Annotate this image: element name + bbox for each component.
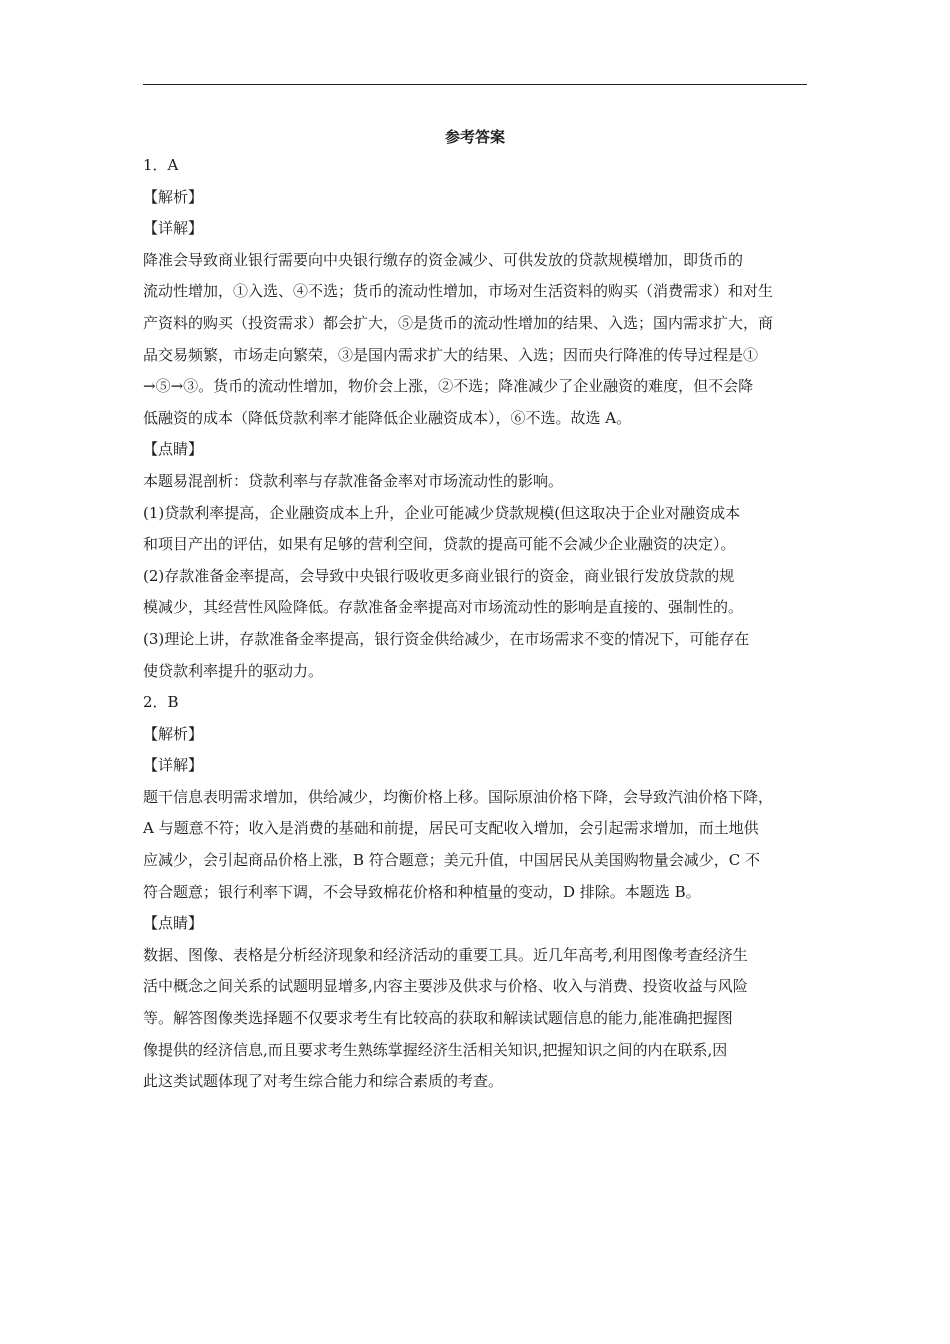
question-1-comment-line: (2)存款准备金率提高，会导致中央银行吸收更多商业银行的资金，商业银行发放贷款的规 xyxy=(143,566,735,585)
question-2-comment-line: 活中概念之间关系的试题明显增多,内容主要涉及供求与价格、收入与消费、投资收益与风险 xyxy=(143,977,748,996)
question-1-detail-line: →⑤→③。货币的流动性增加，物价会上涨，②不选；降准减少了企业融资的难度，但不会降 xyxy=(143,377,754,396)
question-2-detail-line: 符合题意；银行利率下调，不会导致棉花价格和种植量的变动，D 排除。本题选 B。 xyxy=(143,882,701,901)
question-1-comment-line: 本题易混剖析：贷款利率与存款准备金率对市场流动性的影响。 xyxy=(143,471,564,490)
question-2-detail-tag: 【详解】 xyxy=(143,756,204,775)
question-2-number: 2．B xyxy=(143,693,179,712)
question-2-comment-line: 数据、图像、表格是分析经济现象和经济活动的重要工具。近几年高考,利用图像考查经济生 xyxy=(143,945,748,964)
question-1-analysis-tag: 【解析】 xyxy=(143,187,204,206)
question-1-detail-line: 产资料的购买（投资需求）都会扩大，⑤是货币的流动性增加的结果、入选；国内需求扩大，商 xyxy=(143,313,774,332)
question-1-detail-line: 低融资的成本（降低贷款利率才能降低企业融资成本），⑥不选。故选 A。 xyxy=(143,408,632,427)
header-rule xyxy=(143,84,807,85)
question-2-detail-line: A 与题意不符；收入是消费的基础和前提，居民可支配收入增加，会引起需求增加，而土地供 xyxy=(143,819,759,838)
question-1-comment-tag: 【点睛】 xyxy=(143,440,204,459)
question-1-detail-line: 品交易频繁，市场走向繁荣，③是国内需求扩大的结果、入选；因而央行降准的传导过程是① xyxy=(143,345,759,364)
page-title: 参考答案 xyxy=(444,128,505,146)
question-1-comment-line: 和项目产出的评估，如果有足够的营利空间，贷款的提高可能不会减少企业融资的决定）。 xyxy=(143,535,736,554)
question-1-comment-line: 使贷款利率提升的驱动力。 xyxy=(143,661,324,680)
question-2-comment-tag: 【点睛】 xyxy=(143,914,204,933)
question-2-detail-line: 题干信息表明需求增加，供给减少，均衡价格上移。国际原油价格下降，会导致汽油价格下降， xyxy=(143,787,774,806)
question-1-comment-line: (1)贷款利率提高，企业融资成本上升，企业可能减少贷款规模(但这取决于企业对融资成本 xyxy=(143,503,741,522)
question-2-comment-line: 此这类试题体现了对考生综合能力和综合素质的考查。 xyxy=(143,1072,504,1091)
question-2-detail-line: 应减少，会引起商品价格上涨，B 符合题意；美元升值，中国居民从美国购物量会减少，C 不 xyxy=(143,851,761,870)
question-1-comment-line: (3)理论上讲，存款准备金率提高，银行资金供给减少，在市场需求不变的情况下，可能存在 xyxy=(143,629,750,648)
answer-content xyxy=(143,150,811,1098)
question-1-detail-tag: 【详解】 xyxy=(143,219,204,238)
question-1-detail-line: 降准会导致商业银行需要向中央银行缴存的资金减少、可供发放的贷款规模增加，即货币的 xyxy=(143,250,744,269)
question-2-comment-line: 像提供的经济信息,而且要求考生熟练掌握经济生活相关知识,把握知识之间的内在联系,因 xyxy=(143,1040,728,1059)
question-1-detail-line: 流动性增加，①入选、④不选；货币的流动性增加，市场对生活资料的购买（消费需求）和对生 xyxy=(143,282,774,301)
question-2-analysis-tag: 【解析】 xyxy=(143,724,204,743)
question-1-comment-line: 模减少，其经营性风险降低。存款准备金率提高对市场流动性的影响是直接的、强制性的。 xyxy=(143,598,744,617)
question-2-comment-line: 等。解答图像类选择题不仅要求考生有比较高的获取和解读试题信息的能力,能准确把握图 xyxy=(143,1009,733,1028)
question-1-number: 1．A xyxy=(143,156,179,174)
